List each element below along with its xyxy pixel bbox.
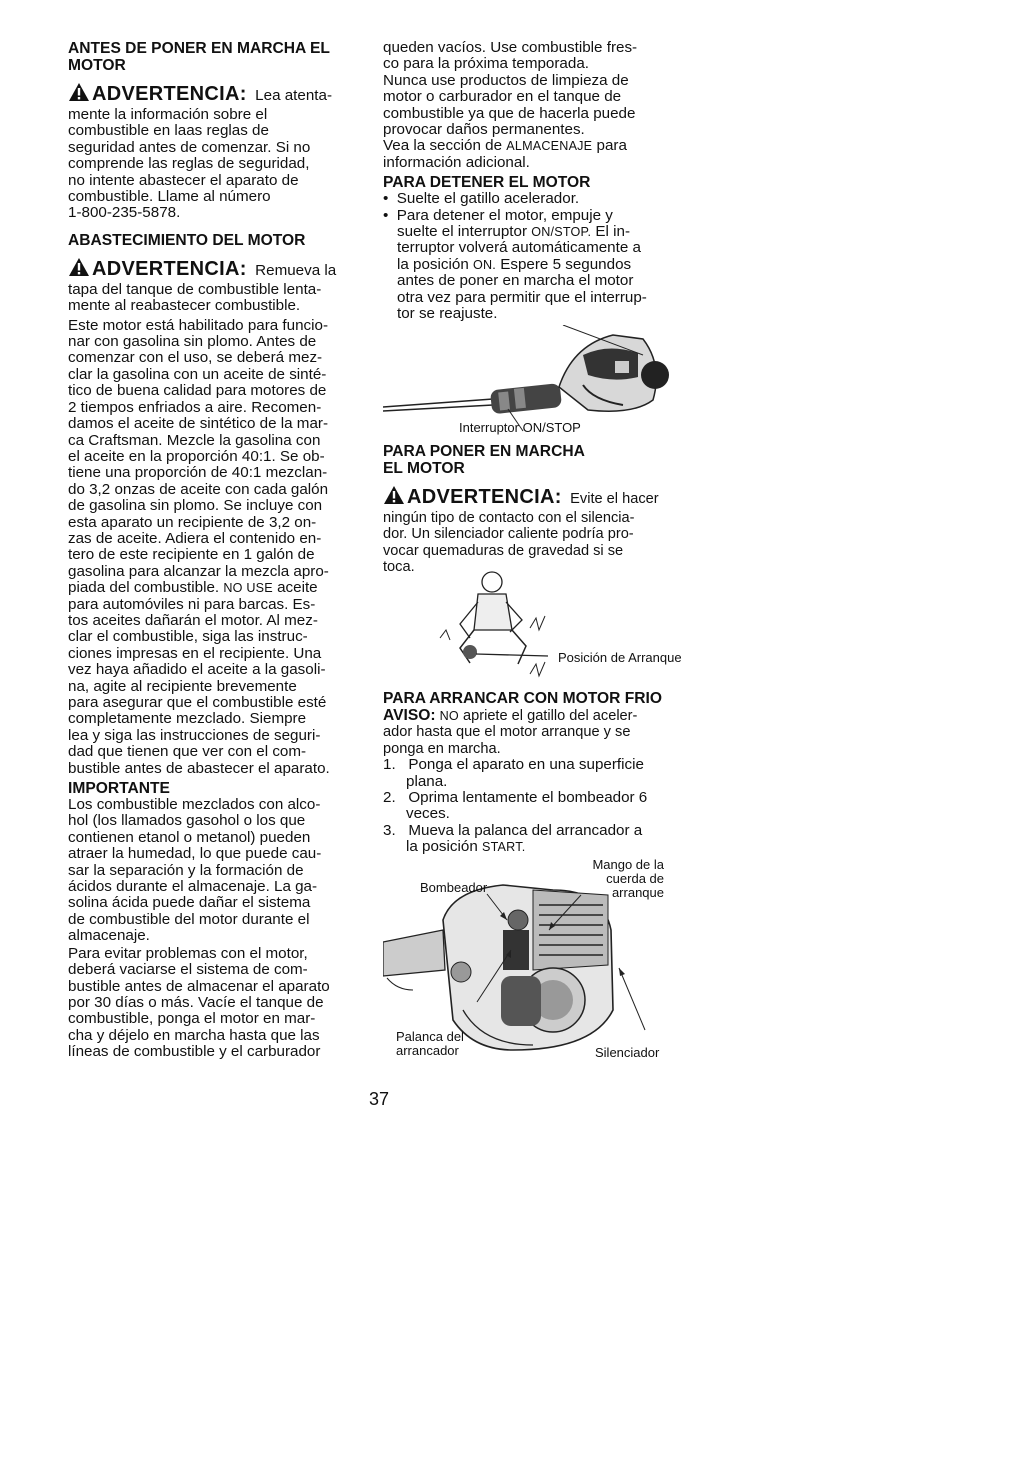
warning-3-text <box>383 510 683 576</box>
on-stop-switch-illustration <box>383 325 683 435</box>
heading-antes-de-poner: ANTES DE PONER EN MARCHA EL MOTOR <box>68 40 330 74</box>
stop-bullets <box>383 191 683 322</box>
step-text: Oprima lentamente el bombeador 6 <box>408 789 648 807</box>
step-text: Ponga el aparato en una superficie <box>408 756 644 774</box>
text-line: zas de aceite. Adiera el contenido en- <box>68 529 322 547</box>
right-column-cold-start <box>383 690 683 856</box>
heading-motor-frio: PARA ARRANCAR CON MOTOR FRIO <box>383 690 662 707</box>
text-line: na, agite al recipiente brevemente <box>68 677 297 695</box>
on-stop-caption: Interruptor ON/STOP <box>459 420 581 435</box>
text-line: bustible antes de almacenar el aparato <box>68 977 330 995</box>
text-line: completamente mezclado. Siempre <box>68 710 307 728</box>
text-line: antes de poner en marcha el motor <box>397 272 634 290</box>
step-text: plana. <box>406 772 448 790</box>
almacenaje-reference: Vea la sección de ALMACENAJE para información adicional. <box>383 137 627 171</box>
heading-detener-motor: PARA DETENER EL MOTOR <box>383 174 591 192</box>
step-number: 2. <box>383 789 396 807</box>
heading-abastecimiento: ABASTECIMIENTO DEL MOTOR <box>68 231 306 249</box>
starting-position-caption: Posición de Arranque <box>558 650 682 665</box>
text-line: hol (los llamados gasohol o los que <box>68 812 306 830</box>
bullet-item: • Suelte el gatillo acelerador. <box>383 190 580 208</box>
text-line: mente al reabastecer combustible. <box>68 297 301 315</box>
step-item <box>383 790 683 823</box>
text-line: lea y siga las instrucciones de seguri- <box>68 726 321 744</box>
page-number: 37 <box>369 1089 390 1109</box>
text-line: atraer la humedad, lo que puede cau- <box>68 845 322 863</box>
label-mango-cuerda <box>580 858 664 900</box>
label-bombeador: Bombeador <box>420 880 488 895</box>
text-line: otra vez para permitir que el interrup- <box>397 288 647 306</box>
text-line: almacenaje. <box>68 927 150 945</box>
text-line: damos el aceite de sintético de la mar- <box>68 415 329 433</box>
text-line: combustible ya que de hacerla puede <box>383 104 636 122</box>
text-line: queden vacíos. Use combustible fres- <box>383 39 638 56</box>
text-line: ponga en marcha. <box>383 740 501 757</box>
text-line: provocar daños permanentes. <box>383 121 585 139</box>
text-line: tiene una proporción de 40:1 mezclan- <box>68 464 328 482</box>
text-line: dad que tienen que ver con el com- <box>68 743 307 761</box>
text-line: no intente abastecer el aparato de <box>68 171 299 189</box>
text-line: tero de este recipiente en 1 galón de <box>68 546 315 564</box>
warning-icon <box>383 485 405 505</box>
right-column-start-section <box>383 443 683 576</box>
text-line: ador hasta que el motor arranque y se <box>383 724 631 741</box>
label-line: arranque <box>611 885 664 900</box>
text-line: combustible, ponga el motor en mar- <box>68 1010 316 1028</box>
text-line: vez haya añadido el aceite a la gasoli- <box>68 661 326 679</box>
text-line: el aceite en la proporción 40:1. Se ob- <box>68 447 325 465</box>
bullet-item: • Para detener el motor, empuje y suelte el interruptor ON/STOP. El in- terruptor volverá automáticamente a la posición ON. Espere 5 segundos antes de poner en marcha el motor otra vez para permitir que el interrup- tor se reajuste. <box>383 206 647 323</box>
right-intro-paragraph <box>383 40 683 138</box>
text-line: do 3,2 onzas de aceite con cada galón <box>68 480 329 498</box>
left-column <box>68 40 368 1061</box>
aviso-block: AVISO: NO apriete el gatillo del aceler- ador hasta que el motor arranque y se ponga en marcha. <box>383 707 683 757</box>
label-line: Palanca del <box>396 1029 464 1044</box>
text-line: tos aceites dañarán el motor. Al mez- <box>68 611 318 629</box>
text-line: ácidos durante el almacenaje. La ga- <box>68 878 318 896</box>
right-column <box>383 40 683 323</box>
warning-block-2: ADVERTENCIA: Remueva la tapa del tanque de combustible lenta- mente al reabastecer combustible. <box>68 257 368 315</box>
text-line: co para la próxima temporada. <box>383 55 589 73</box>
cold-start-steps <box>383 757 683 823</box>
text-line: nar con gasolina sin plomo. Antes de <box>68 333 317 351</box>
step-item <box>383 757 683 790</box>
text-line: ningún tipo de contacto con el silencia- <box>383 510 635 526</box>
text-line: dor. Un silenciador caliente podría pro- <box>383 526 634 543</box>
storage-paragraph <box>68 946 368 1061</box>
warning-icon <box>68 257 90 277</box>
text-line: ciones impresas en el recipiente. Una <box>68 644 322 662</box>
text-line: tico de buena calidad para motores de <box>68 382 327 400</box>
text-line: toca. <box>383 559 415 576</box>
text-line: para asegurar que el combustible esté <box>68 694 327 711</box>
label-line: Mango de la <box>592 857 664 872</box>
text-line: comprende las reglas de seguridad, <box>68 155 310 173</box>
text-line: cha y déjelo en marcha hasta que las <box>68 1026 320 1044</box>
text-line: Nunca use productos de limpieza de <box>383 71 629 89</box>
warning-block-1: ADVERTENCIA: Lea atenta- mente la información sobre el combustible en laas reglas de seguridad antes de comenzar. Si no comprende las reglas de seguridad, no intente abastecer el aparato de combustible. Llame al número 1-800-235-5878. <box>68 82 368 222</box>
text-line: seguridad antes de comenzar. Si no <box>68 138 311 156</box>
text-line: mente la información sobre el <box>68 106 268 123</box>
starting-position-illustration <box>430 568 560 688</box>
text-line: esta aparato un recipiente de 3,2 on- <box>68 513 317 531</box>
text-line: vocar quemaduras de gravedad si se <box>383 542 624 559</box>
text-line: Este motor está habilitado para funcio- <box>68 316 329 334</box>
label-line: cuerda de <box>606 871 664 886</box>
text-line: 1-800-235-5878. <box>68 204 181 222</box>
warning-block-3: ADVERTENCIA: Evite el hacer ningún tipo de contacto con el silencia- dor. Un silenciador caliente podría pro- vocar quemaduras de gravedad si se toca. <box>383 485 683 576</box>
warning-1-text <box>68 107 368 222</box>
text-line: de gasolina sin plomo. Se incluye con <box>68 497 323 515</box>
text-line: Para evitar problemas con el motor, <box>68 944 308 962</box>
text-line: gasolina para alcanzar la mezcla apro- <box>68 562 329 580</box>
step-text: veces. <box>406 805 450 823</box>
text-line: tapa del tanque de combustible lenta- <box>68 280 322 298</box>
heading-importante: IMPORTANTE <box>68 780 170 798</box>
importante-paragraph <box>68 797 368 945</box>
text-line: para automóviles ni para barcas. Es- <box>68 595 316 613</box>
text-line: tor se reajuste. <box>397 305 498 323</box>
text-line: clar la gasolina con un aceite de sinté- <box>68 365 327 383</box>
fuel-mix-paragraph: Este motor está habilitado para funcio- nar con gasolina sin plomo. Antes de comenzar con el uso, se deberá mez- clar la gasolina con un aceite de sinté- tico de buena calidad para motores de 2 tiempos enfriados a aire. Recomen- damos el aceite de sintético de la mar- ca Craftsman. Mezcle la gasolina con el aceite en la proporción 40:1. Se ob- tiene una proporción de 40:1 mezclan- do 3,2 onzas de aceite con cada galón de gasolina sin plomo. Se incluye con esta aparato un recipiente de 3,2 on- zas de aceite. Adiera el contenido en- tero de este recipiente en 1 galón de gasolina para alcanzar la mezcla apro- piada del combustible. NO USE aceite para automóviles ni para barcas. Es- tos aceites dañarán el motor. Al mez- clar el combustible, siga las instruc- ciones impresas en el recipiente. Una vez haya añadido el aceite a la gasoli- na, agite al recipiente brevemente para asegurar que el combustible esté completamente mezclado. Siempre lea y siga las instrucciones de seguri- dad que tienen que ver con el com- bustible antes de abastecer el aparato. <box>68 318 368 777</box>
label-silenciador: Silenciador <box>595 1045 660 1060</box>
text-line: solina ácida puede dañar el sistema <box>68 894 311 912</box>
text-line: Los combustible mezclados con alco- <box>68 796 321 814</box>
heading-poner-en-marcha: PARA PONER EN MARCHA EL MOTOR <box>383 443 585 477</box>
text-line: de combustible del motor durante el <box>68 910 310 928</box>
step-item: 3. Mueva la palanca del arrancador a la posición START. <box>383 821 643 856</box>
label-line: arrancador <box>396 1043 459 1058</box>
text-line: ca Craftsman. Mezcle la gasolina con <box>68 431 321 449</box>
text-line: clar el combustible, siga las instruc- <box>68 628 308 646</box>
text-line: combustible. Llame al número <box>68 188 271 206</box>
text-line: combustible en laas reglas de <box>68 122 269 140</box>
text-line: deberá vaciarse el sistema de com- <box>68 961 308 979</box>
warning-2-text <box>68 282 368 315</box>
warning-icon <box>68 82 90 102</box>
text-line: motor o carburador en el tanque de <box>383 88 622 106</box>
text-line: bustible antes de abastecer el aparato. <box>68 759 330 777</box>
text-line: por 30 días o más. Vacíe el tanque de <box>68 993 324 1011</box>
text-line: líneas de combustible y el carburador <box>68 1043 321 1061</box>
step-number: 1. <box>383 756 396 774</box>
text-line: sar la separación y la formación de <box>68 861 304 879</box>
text-line: comenzar con el uso, se deberá mez- <box>68 349 323 367</box>
text-line: 2 tiempos enfriados a aire. Recomen- <box>68 398 322 416</box>
text-line: contienen etanol o metanol) pueden <box>68 828 311 846</box>
label-palanca-arrancador <box>396 1030 464 1058</box>
